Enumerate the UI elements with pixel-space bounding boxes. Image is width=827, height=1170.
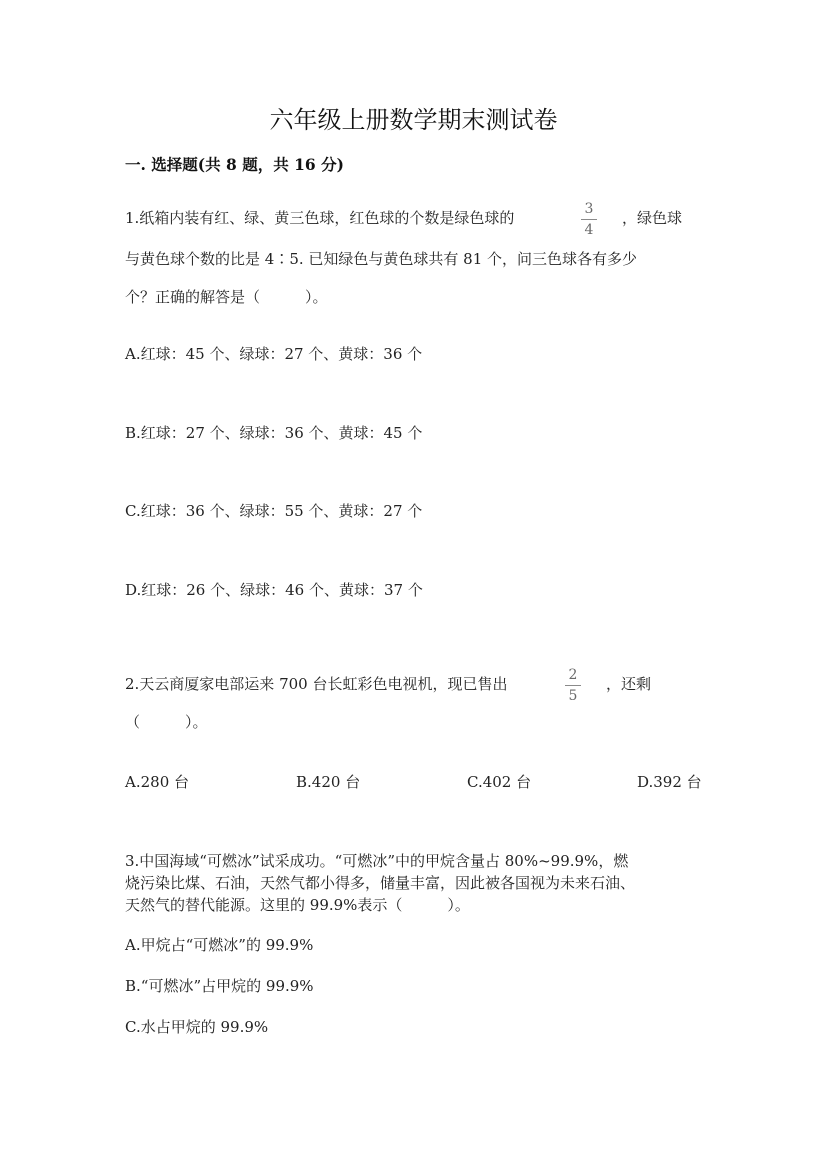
q2-fraction bbox=[562, 667, 584, 704]
q2-fraction-denominator: 5 bbox=[568, 688, 578, 704]
page-title: 六年级上册数学期末测试卷 bbox=[269, 106, 558, 134]
q2-option-c[interactable]: C.402 台 bbox=[467, 773, 532, 791]
q2-option-a[interactable]: A.280 台 bbox=[125, 773, 189, 791]
q3-text-line2: 烧污染比煤、石油，天然气都小得多，储量丰富，因此被各国视为未来石油、 bbox=[125, 874, 636, 892]
q1-text-line3: 个？正确的解答是（ ）。 bbox=[125, 288, 328, 306]
q2-option-b[interactable]: B.420 台 bbox=[296, 773, 361, 791]
q3-text-line3: 天然气的替代能源。这里的 99.9%表示（ ）。 bbox=[125, 896, 470, 914]
q1-text-line1b: ，绿色球 bbox=[622, 209, 683, 227]
q1-text-line2: 与黄色球个数的比是 4∶5. 已知绿色与黄色球共有 81 个，问三色球各有多少 bbox=[125, 250, 638, 268]
q2-text-line1b: ，还剩 bbox=[606, 675, 652, 693]
q1-option-a[interactable]: A.红球：45 个、绿球：27 个、黄球：36 个 bbox=[125, 345, 423, 363]
q1-text-line1a: 1.纸箱内装有红、绿、黄三色球，红色球的个数是绿色球的 bbox=[125, 209, 515, 227]
q3-option-b[interactable]: B.“可燃冰”占甲烷的 99.9% bbox=[125, 977, 314, 995]
q1-option-c[interactable]: C.红球：36 个、绿球：55 个、黄球：27 个 bbox=[125, 502, 423, 520]
q2-text-line2: （ ）。 bbox=[125, 713, 208, 731]
q1-option-d[interactable]: D.红球：26 个、绿球：46 个、黄球：37 个 bbox=[125, 581, 423, 599]
q2-fraction-numerator: 2 bbox=[568, 667, 578, 683]
q1-fraction-numerator: 3 bbox=[584, 201, 594, 217]
q3-option-a[interactable]: A.甲烷占“可燃冰”的 99.9% bbox=[125, 936, 314, 954]
q3-text-line1: 3.中国海域“可燃冰”试采成功。“可燃冰”中的甲烷含量占 80%~99.9%，燃 bbox=[125, 852, 629, 870]
section-heading: 一. 选择题(共 8 题，共 16 分) bbox=[125, 155, 344, 174]
q2-text-line1a: 2.天云商厦家电部运来 700 台长虹彩色电视机，现已售出 bbox=[125, 675, 508, 693]
q1-fraction bbox=[578, 201, 600, 238]
fraction-bar bbox=[565, 685, 581, 686]
q3-option-c[interactable]: C.水占甲烷的 99.9% bbox=[125, 1018, 269, 1036]
q2-option-d[interactable]: D.392 台 bbox=[637, 773, 702, 791]
q1-fraction-denominator: 4 bbox=[584, 222, 594, 238]
q1-option-b[interactable]: B.红球：27 个、绿球：36 个、黄球：45 个 bbox=[125, 424, 423, 442]
fraction-bar bbox=[581, 219, 597, 220]
